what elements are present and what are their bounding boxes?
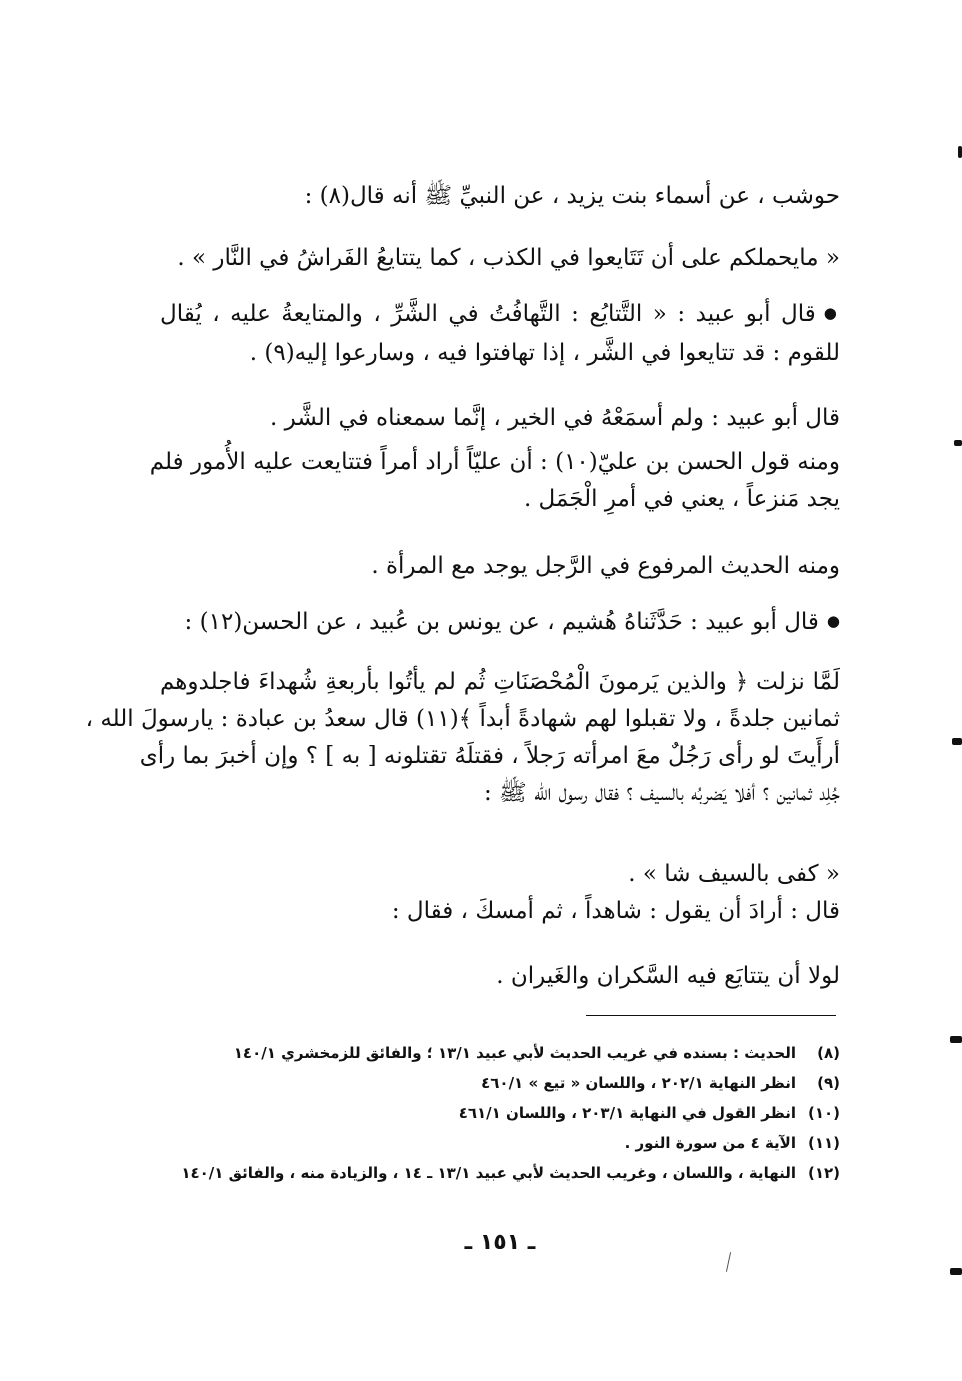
scan-edge-mark bbox=[950, 1036, 962, 1043]
footnote-number: (٨) bbox=[817, 1044, 840, 1062]
text-block-1 bbox=[160, 178, 840, 215]
hadith-quote: « مايحملكم على أن تَتَايعوا في الكذب ، كما يتتايعُ الفَراشُ في النَّار » . bbox=[177, 245, 840, 271]
scan-edge-mark bbox=[952, 738, 962, 745]
footnote-text: الحديث : بسنده في غريب الحديث لأبي عبيد ١٣/١ ؛ والفائق للزمخشري ١٤٠/١ bbox=[233, 1044, 796, 1062]
footnote-text: الآية ٤ من سورة النور . bbox=[624, 1134, 796, 1152]
footnotes bbox=[160, 1038, 840, 1188]
paragraph-line: ثمانين جلدةً ، ولا تقبلوا لهم شهادةً أبداً ﴾(١١) قال سعدُ بن عبادة : يارسولَ الله ، bbox=[85, 706, 840, 732]
text-block-2 bbox=[160, 240, 840, 277]
text-block-10 bbox=[160, 958, 840, 995]
text-block-4 bbox=[160, 400, 840, 437]
text-block-9 bbox=[160, 856, 840, 930]
text-block-8 bbox=[85, 664, 840, 812]
footnote-item bbox=[160, 1098, 840, 1128]
paragraph-line: للقوم : قد تتايعوا في الشَّر ، إذا تهافتوا فيه ، وسارعوا إليه(٩) . bbox=[249, 340, 840, 366]
footnote-number: (٩) bbox=[817, 1074, 840, 1092]
footnote-number: (١٢) bbox=[807, 1164, 840, 1182]
footnote-separator bbox=[586, 1015, 836, 1016]
paragraph-line: قال : أرادَ أن يقول : شاهداً ، ثم أمسكَ ، فقال : bbox=[391, 898, 840, 924]
paragraph-line: يجد مَنزعاً ، يعني في أمرِ الْجَمَل . bbox=[523, 486, 840, 512]
footnote-text: انظر القول في النهاية ٢٠٣/١ ، واللسان ٤٦١/١ bbox=[458, 1104, 796, 1122]
paragraph-line: ● قال أبو عبيد : « التَّتايُع : التَّهافُتُ في الشَّرِّ ، والمتايعةُ عليه ، يُقال bbox=[160, 296, 840, 335]
paragraph-line: حوشب ، عن أسماء بنت يزيد ، عن النبيِّ ﷺ أنه قال(٨) : bbox=[304, 183, 840, 209]
paragraph-line: قال أبو عبيد : ولم أسمَعْهُ في الخير ، إنَّما سمعناه في الشَّر . bbox=[270, 405, 840, 431]
paragraph-line: ومنه الحديث المرفوع في الرَّجل يوجد مع المرأة . bbox=[371, 553, 840, 579]
scan-edge-mark bbox=[950, 1268, 962, 1275]
scan-edge-mark bbox=[958, 146, 962, 158]
footnote-text: انظر النهاية ٢٠٢/١ ، واللسان « تيع » ٤٦٠/١ bbox=[481, 1074, 796, 1092]
footnote-number: (١١) bbox=[807, 1134, 840, 1152]
paragraph-line: لَمَّا نزلت ﴿ والذين يَرمونَ الْمُحْصَنَاتِ ثُم لم يأتُوا بأربعةِ شُهداءَ فاجلدوهم bbox=[160, 669, 840, 695]
paragraph-line: جُلِد ثمانين ؟ أفلا يَضربُه بالسيف ؟ فقال رسول الله ﷺ : bbox=[483, 780, 840, 806]
text-block-6 bbox=[160, 548, 840, 585]
text-block-7 bbox=[160, 604, 840, 643]
paragraph-line: أرأَيتَ لو رأى رَجُلٌ معَ امرأته رَجلاً ، فقتلَهُ تقتلونه [ به ] ؟ وإن أخبرَ بما رأى bbox=[139, 743, 840, 769]
paragraph-line: ومنه قول الحسن بن عليّ(١٠) : أن عليّاً أراد أمراً فتتايعت عليه الأُمور فلم bbox=[149, 449, 840, 475]
paragraph-line: ● قال أبو عبيد : حَدَّثَناهُ هُشيم ، عن يونس بن عُبيد ، عن الحسن(١٢) : bbox=[160, 604, 840, 643]
footnote-item bbox=[160, 1158, 840, 1188]
paragraph-line: « كفى بالسيف شا » . bbox=[628, 861, 840, 887]
page-number: ـ ١٥١ ـ bbox=[464, 1230, 536, 1255]
footnote-item bbox=[160, 1038, 840, 1068]
text-block-5 bbox=[149, 444, 840, 518]
footnote-text: النهاية ، واللسان ، وغريب الحديث لأبي عبيد ١٣/١ ـ ١٤ ، والزيادة منه ، والفائق ١٤٠/١ bbox=[181, 1164, 796, 1182]
text-block-3 bbox=[160, 296, 840, 372]
footnote-item bbox=[160, 1068, 840, 1098]
scan-edge-mark bbox=[954, 440, 962, 446]
scan-stray-mark bbox=[726, 1252, 731, 1272]
paragraph-line: لولا أن يتتايَع فيه السَّكران والغَيران . bbox=[496, 963, 840, 989]
footnote-item bbox=[160, 1128, 840, 1158]
footnote-number: (١٠) bbox=[807, 1104, 840, 1122]
